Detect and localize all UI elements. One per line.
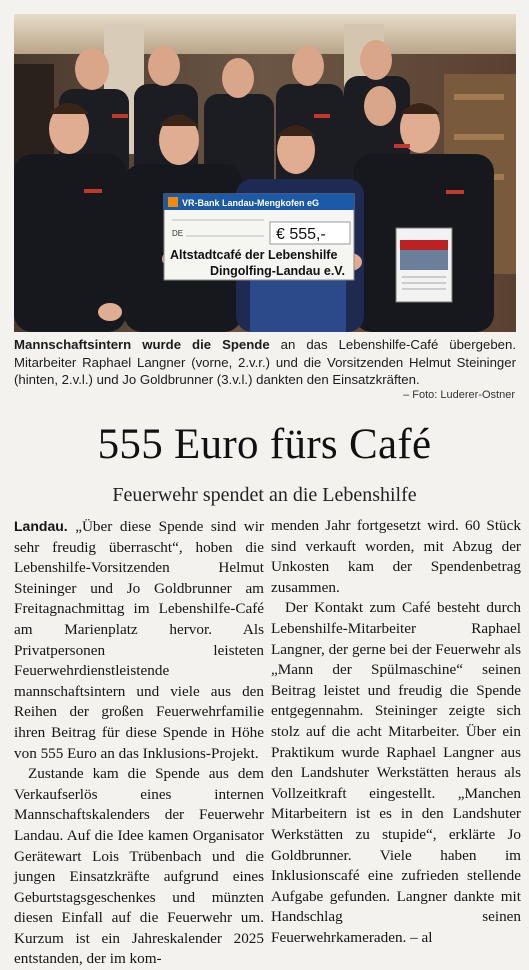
group-photo-illustration xyxy=(14,14,516,332)
banner-bank-name: VR-Bank Landau-Mengkofen eG xyxy=(182,198,320,208)
photo-caption xyxy=(14,336,516,389)
banner-recipient-line2: Dingolfing-Landau e.V. xyxy=(210,264,345,278)
dateline: Landau. xyxy=(14,518,68,534)
caption-text: an das Lebenshilfe-Café übergeben. Mitarbeiter Raphael Langner (vorne, 2.v.r.) und die Vorsitzenden Helmut Steininger (hinten, 2.v.l.) und Jo Goldbrunner (3.v.l.) dankten den Einsatzkräften. xyxy=(14,337,516,387)
article-column-left xyxy=(14,516,264,970)
banner-amount: € 555,- xyxy=(276,226,326,243)
paragraph xyxy=(14,516,264,764)
subheadline: Feuerwehr spendet an die Lebenshilfe xyxy=(112,484,417,506)
banner-recipient-line1: Altstadtcafé der Lebenshilfe xyxy=(170,248,338,262)
paragraph: menden Jahr fortgesetzt wird. 60 Stück sind verkauft worden, mit Abzug der Unkosten kam der Spendenbetrag zusammen. xyxy=(271,517,521,596)
caption-bold-lead: Mannschaftsintern wurde die Spende xyxy=(14,337,270,352)
paragraph-text: „Über diese Spende sind wir sehr freudig überrascht“, hoben die Lebenshilfe-Vorsitzenden Helmut Steininger und Jo Goldbrunner am Freitagnachmittag im Lebenshilfe-Café am Marienplatz hervor. Als Privatpersonen leisteten Feuerwehrdienstleistende mannschaftsintern und viele aus den Reihen der großen Feuerwehrfamilie ihren Beitrag für diese Spende in Höhe von 555 Euro an das Inklusions-Projekt. xyxy=(14,518,264,762)
paragraph: Der Kontakt zum Café besteht durch Lebenshilfe-Mitarbeiter Raphael Langner, der gerne bei der Feuerwehr als „Mann der Spülmaschine“ seinen Beitrag leistet und freudig die Spende entgegennahm. Steininger zeigte sich stolz auf die acht Mitarbeiter. Über ein Praktikum wurde Raphael Langner aus den Landshuter Werkstätten heraus als Vollzeitkraft eingestellt. „Manchen Mitarbeitern ist es in den Landshuter Werkstätten zu stupide“, erklärte Jo Goldbrunner. Viele haben im Inklusionscafé eine zufrieden stellende Aufgabe gefunden. Langner dankte mit Handschlag seinen Feuerwehrkameraden. – al xyxy=(271,599,521,946)
headline: 555 Euro fürs Café xyxy=(97,421,432,468)
banner-de-label: DE xyxy=(172,229,184,238)
calendar-image xyxy=(396,228,452,302)
photo-credit: – Foto: Luderer-Ostner xyxy=(403,389,515,401)
article-column-right xyxy=(271,516,521,948)
paragraph: Zustande kam die Spende aus dem Verkaufserlös eines internen Mannschaftskalenders der Feuerwehr Landau. Auf die Idee kamen Organisator Gerätewart Lois Trübenbach und die jungen Einsatzkräfte aufgrund eines Geburtstagsgeschenkes und münzten diesen Einfall auf die Feuerwehr um. Kurzum ist ein Jahreskalender 2025 entstanden, der im kom- xyxy=(14,765,264,968)
article-photo xyxy=(14,14,516,332)
donation-check-banner xyxy=(164,194,354,280)
